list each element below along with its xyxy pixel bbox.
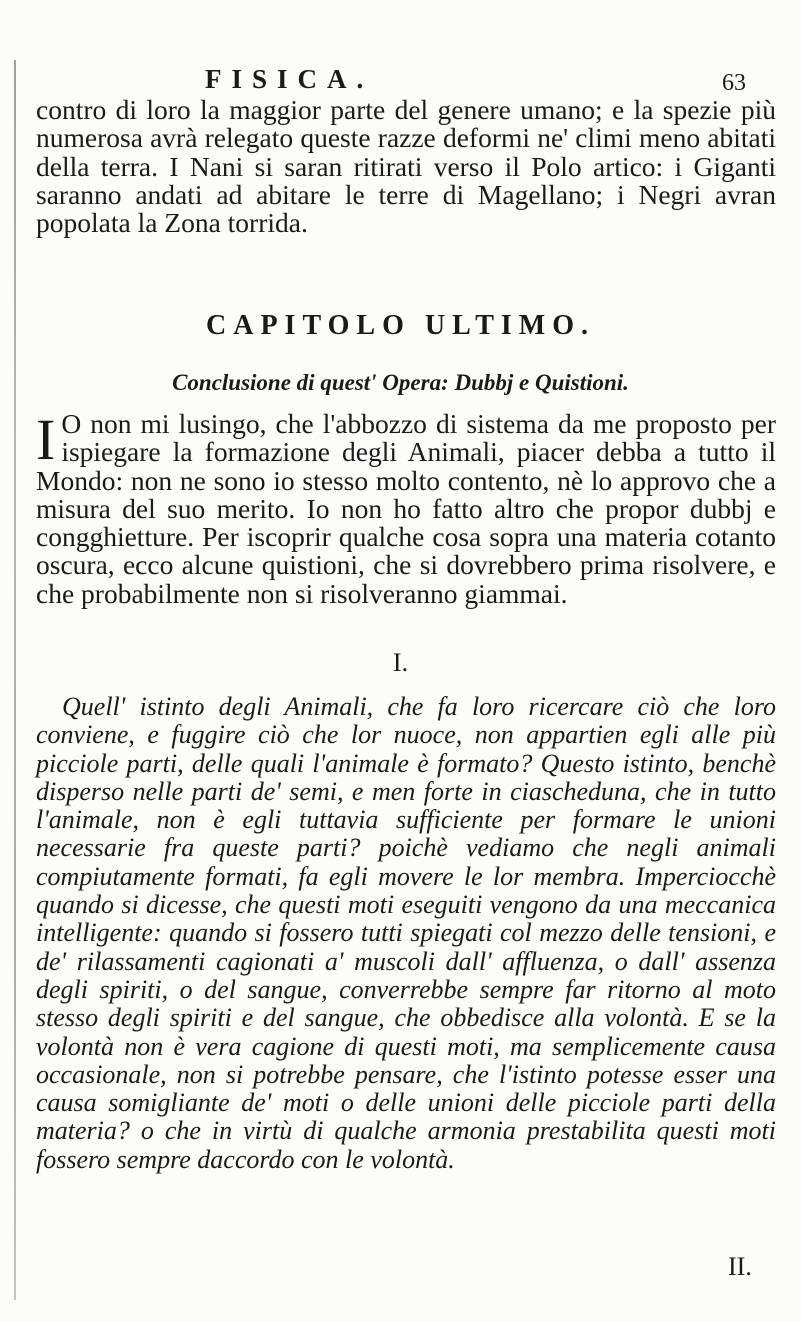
chapter-subtitle: Conclusione di quest' Opera: Dubbj e Quistioni.	[172, 370, 629, 395]
intro-paragraph: contro di loro la maggior parte del genere umano; e la spezie più numerosa avrà relegato queste razze deformi ne' climi meno abitati della terra. I Nani si saran ritirati verso il Polo artico: i Giganti saranno andati ad abitare le terre di Magellano; i Negri avran popolata la Zona torrida.	[36, 94, 776, 239]
catchword: II.	[728, 1252, 752, 1281]
running-title: FISICA.	[205, 64, 374, 94]
page-left-edge	[14, 60, 16, 1300]
opening-paragraph	[36, 407, 776, 609]
question-paragraph: Quell' istinto degli Animali, che fa loro ricercare ciò che loro conviene, e fuggire ciò che lor nuoce, non appartien egli alle più picciole parti, delle quali l'animale è formato? Questo istinto, benchè disperso nelle parti de' semi, e men forte in ciascheduna, che in tutto l'animale, non è egli tuttavia sufficiente per formare le unioni necessarie fra queste parti? poichè vediamo che negli animali compiutamente formati, fa egli movere le lor membra. Imperciocchè quando si dicesse, che questi moti eseguiti vengono da una meccanica intelligente: quando si fossero tutti spiegati col mezzo delle tensioni, e de' rilassamenti cagionati a' muscoli dall' affluenza, o dall' assenza degli spiriti, o del sangue, converrebbe sempre far ritorno al moto stesso degli spiriti e del sangue, che obbedisce alla volontà. E se la volontà non è vera cagione di questi moti, ma semplicemente causa occasionale, non si potrebbe pensare, che l'istinto potesse esser una causa somigliante de' moti o delle unioni delle picciole parti della materia? o che in virtù di qualche armonia prestabilita questi moti fossero sempre daccordo con le volontà.	[36, 692, 776, 1174]
chapter-title: CAPITOLO ULTIMO.	[206, 310, 595, 341]
section-number: I.	[392, 648, 409, 677]
drop-cap: I	[36, 407, 56, 472]
opening-paragraph-text: O non mi lusingo, che l'abbozzo di sistema da me proposto per ispiegare la formazione degli Animali, piacer debba a tutto il Mondo: non ne sono io stesso molto contento, nè lo approvo che a misura del suo merito. Io non ho fatto altro che propor dubbj e congghietture. Per iscoprir qualche cosa sopra una materia cotanto oscura, ecco alcune quistioni, che si dovrebbero prima risolvere, e che probabilmente non si risolveranno giammai.	[36, 408, 776, 609]
page-number: 63	[722, 70, 746, 96]
